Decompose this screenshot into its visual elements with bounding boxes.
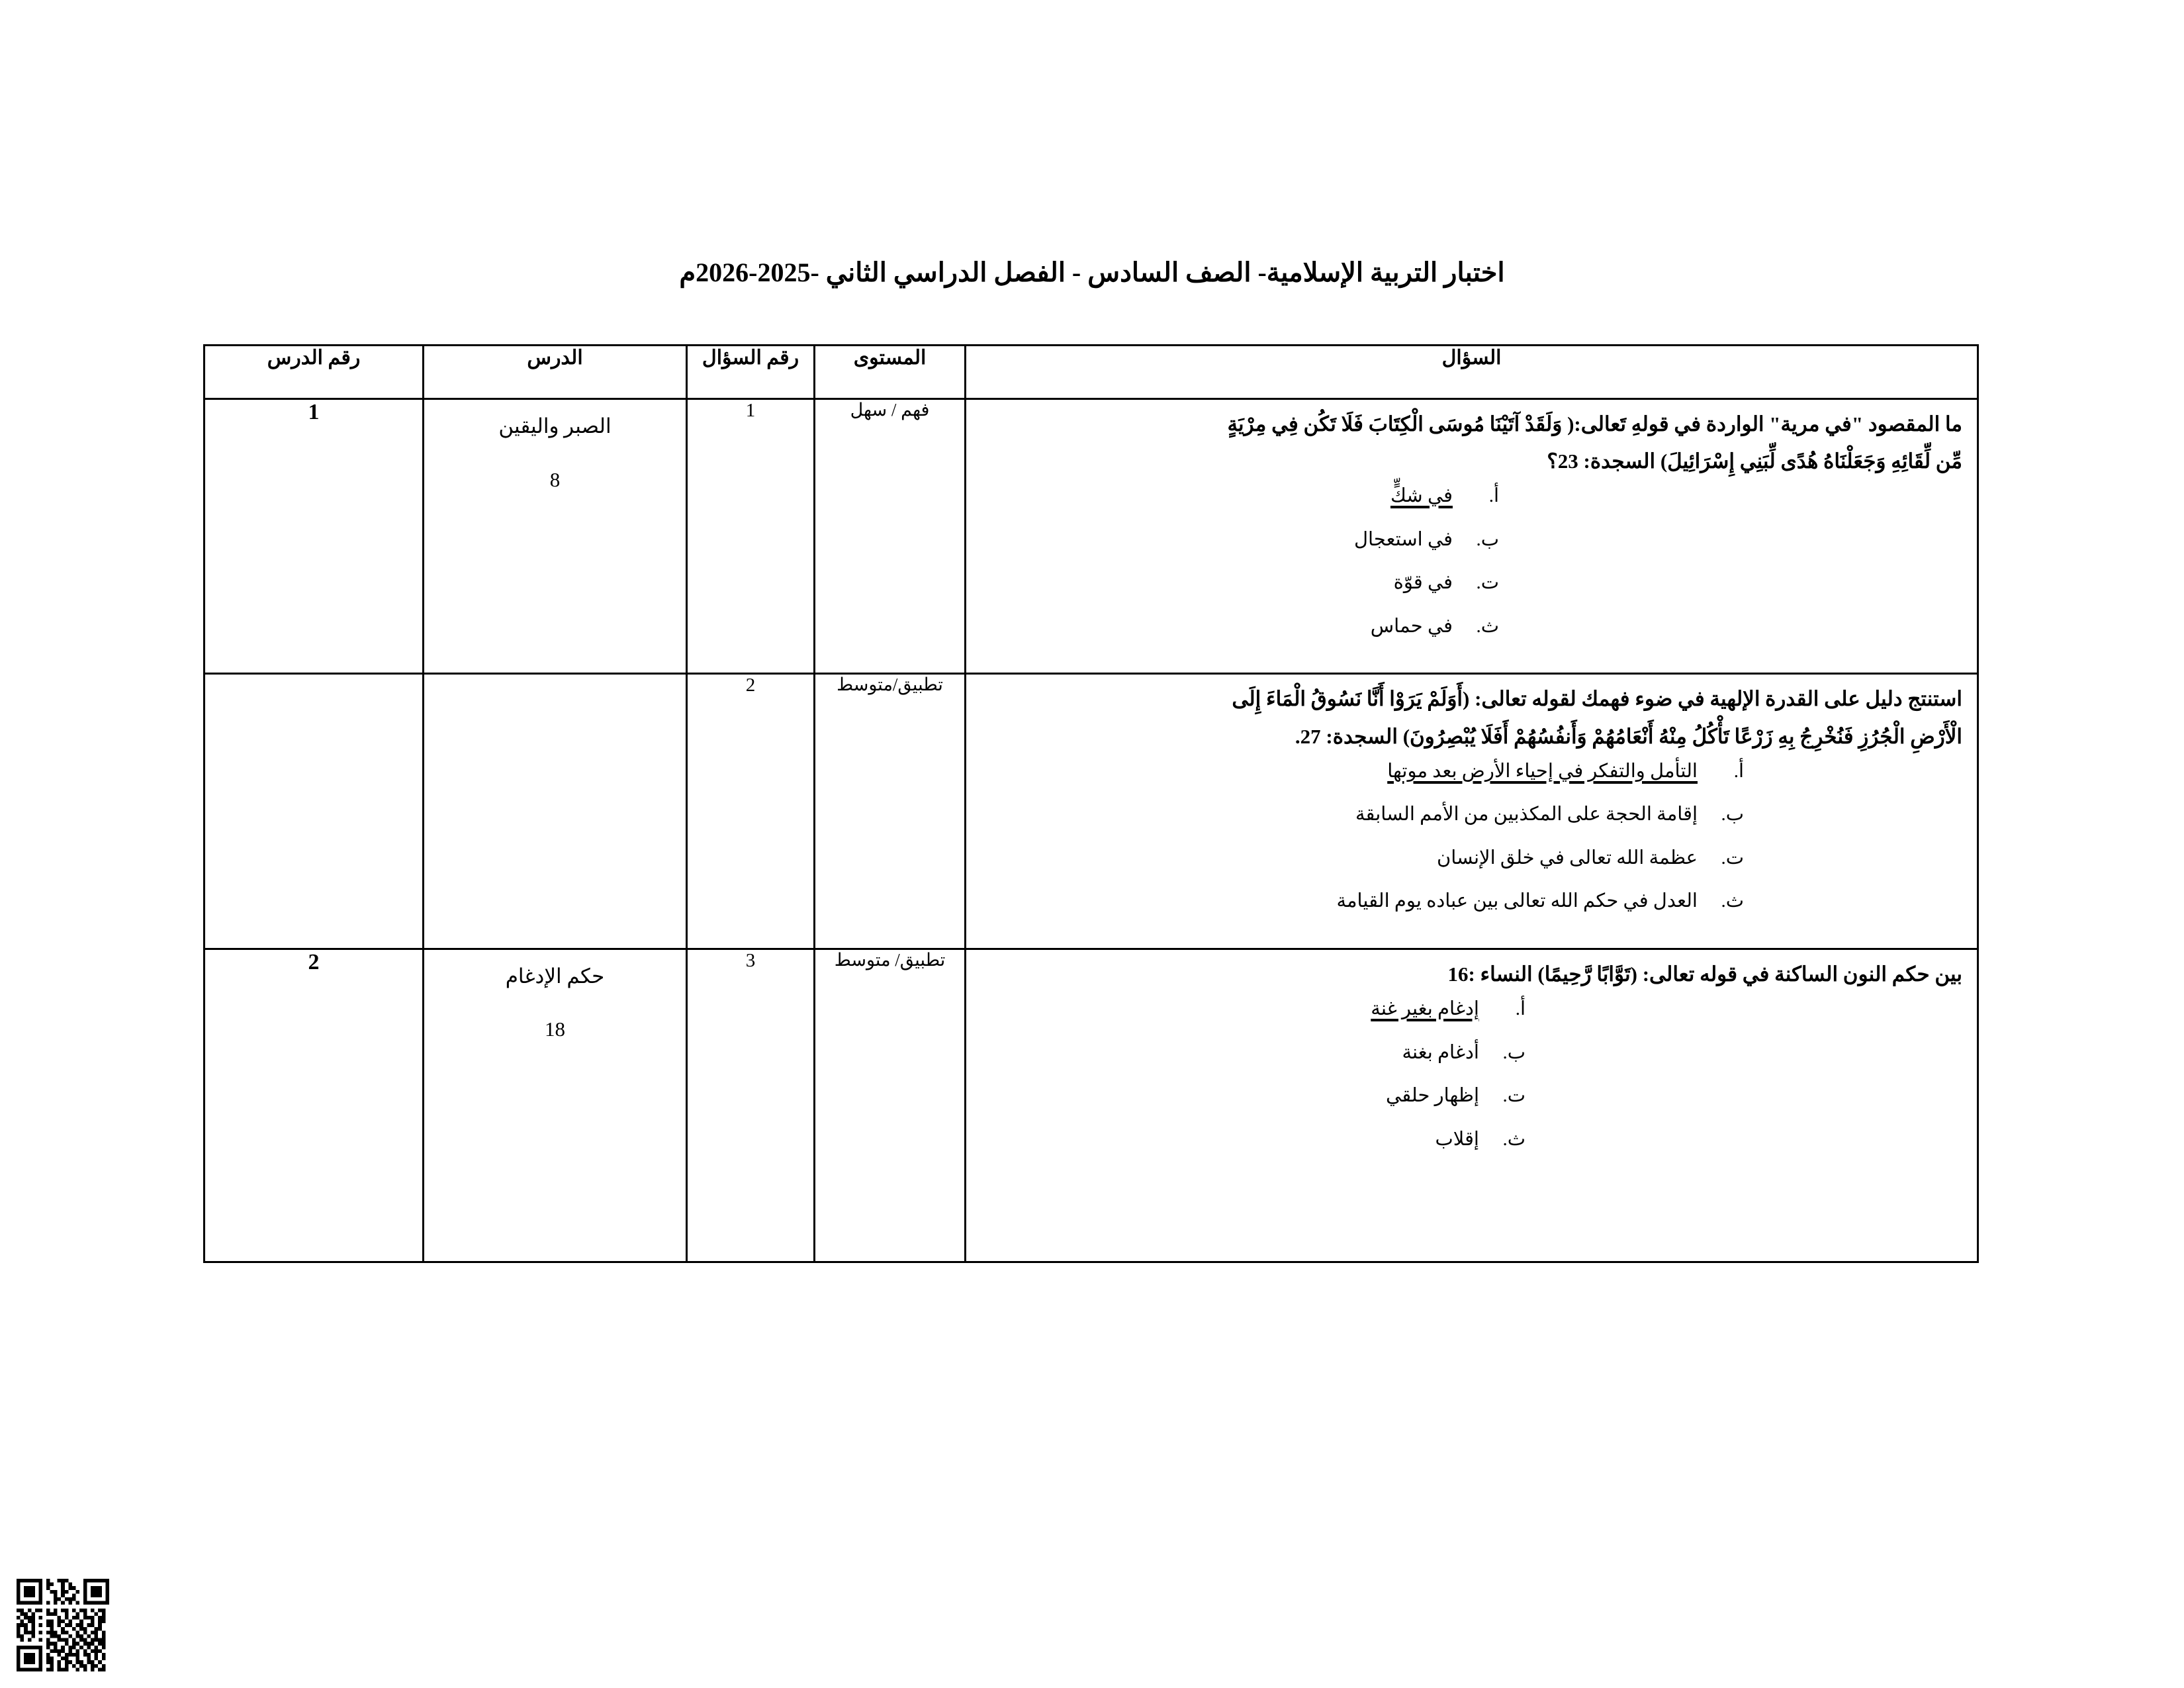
lesson-number-cell: 2: [205, 949, 424, 1262]
list-item[interactable]: [981, 757, 1962, 786]
option-text: أدغام بغنة: [1402, 1041, 1479, 1063]
column-header-level: المستوى: [815, 346, 966, 399]
list-item[interactable]: [981, 482, 1962, 511]
table-header: [205, 346, 1978, 399]
level-cell: تطبيق/ متوسط: [815, 949, 966, 1262]
option-marker: ب.: [1502, 1041, 1525, 1063]
option-marker: ب.: [1476, 528, 1499, 550]
level-cell: فهم / سهل: [815, 399, 966, 674]
option-text: عظمة الله تعالى في خلق الإنسان: [1436, 847, 1698, 868]
lesson-cell: [424, 399, 687, 674]
question-number-cell: 3: [687, 949, 815, 1262]
question-cell: [966, 399, 1978, 674]
question-number-cell: 1: [687, 399, 815, 674]
question-number-cell: 2: [687, 674, 815, 949]
option-text: إدغام بغير غنة: [1371, 998, 1479, 1020]
option-list: [981, 757, 1962, 916]
option-text: التأمل والتفكر في إحياء الأرض بعد موتها: [1387, 760, 1698, 782]
option-marker: ث.: [1502, 1128, 1525, 1150]
question-stem-line-2: مِّن لِّقَائِهِ وَجَعَلْنَاهُ هُدًى لِّبَنِي إِسْرَائِيلَ) السجدة: 23؟: [1547, 449, 1962, 473]
lesson-number-cell: 1: [205, 399, 424, 674]
lesson-page-number: 8: [549, 467, 561, 491]
list-item[interactable]: [981, 1125, 1962, 1154]
question-cell: [966, 949, 1978, 1262]
option-marker: أ.: [1733, 760, 1744, 782]
column-header-lesson-number: رقم الدرس: [205, 346, 424, 399]
option-list: [981, 995, 1962, 1154]
question-stem-line-2: الْأَرْضِ الْجُرُزِ فَنُخْرِجُ بِهِ زَرْعًا تَأْكُلُ مِنْهُ أَنْعَامُهُمْ وَأَنفُسُهُمْ أَفَلَا يُبْصِرُونَ) السجدة: 27.: [1295, 724, 1962, 748]
option-marker: أ.: [1515, 998, 1525, 1020]
option-marker: ب.: [1721, 804, 1744, 825]
option-text: في استعجال: [1353, 528, 1453, 550]
table-row: [205, 674, 1978, 949]
question-cell: [966, 674, 1978, 949]
option-text: في حماس: [1370, 615, 1453, 637]
table-header-row: [205, 346, 1978, 399]
option-text: إظهار حلقي: [1386, 1085, 1479, 1107]
question-stem-line-1: استنتج دليل على القدرة الإلهية في ضوء فهمك لقوله تعالى: (أَوَلَمْ يَرَوْا أَنَّا نَسُوقُ الْمَاءَ إِلَى: [1232, 687, 1962, 711]
option-text: إقامة الحجة على المكذبين من الأمم السابقة: [1355, 804, 1698, 825]
option-marker: أ.: [1488, 485, 1499, 507]
table-body: [205, 399, 1978, 1262]
option-text: في قوّة: [1393, 572, 1453, 594]
column-header-question-number: رقم السؤال: [687, 346, 815, 399]
column-header-question: السؤال: [966, 346, 1978, 399]
option-text: إقلاب: [1435, 1128, 1479, 1150]
question-stem-line-1: بين حكم النون الساكنة في قوله تعالى: (تَوَّابًا رَّحِيمًا) النساء :16: [1447, 962, 1962, 986]
list-item[interactable]: [981, 526, 1962, 555]
option-text: في شكٍّ: [1390, 485, 1453, 507]
list-item[interactable]: [981, 887, 1962, 916]
option-marker: ت.: [1476, 572, 1499, 594]
exam-table: [203, 344, 1979, 1263]
qr-code: [17, 1579, 109, 1671]
table-row: [205, 949, 1978, 1262]
lesson-page-number: 18: [545, 1017, 565, 1041]
question-stem-line-1: ما المقصود "في مرية" الواردة في قولهِ تَعالى:( وَلَقَدْ آتَيْنَا مُوسَى الْكِتَابَ فَلَا تَكُن فِي مِرْيَةٍ: [1227, 412, 1962, 436]
list-item[interactable]: [981, 995, 1962, 1024]
list-item[interactable]: [981, 1039, 1962, 1068]
lesson-cell: [424, 674, 687, 949]
list-item[interactable]: [981, 569, 1962, 598]
lesson-number-cell: [205, 674, 424, 949]
list-item[interactable]: [981, 1082, 1962, 1111]
lesson-name: الصبر واليقين: [498, 414, 612, 438]
lesson-name: حكم الإدغام: [505, 964, 605, 988]
option-text: العدل في حكم الله تعالى بين عباده يوم القيامة: [1336, 890, 1698, 912]
option-marker: ث.: [1476, 615, 1499, 637]
option-marker: ت.: [1721, 847, 1744, 868]
option-marker: ث.: [1721, 890, 1744, 912]
list-item[interactable]: [981, 844, 1962, 873]
option-marker: ت.: [1502, 1085, 1525, 1107]
option-list: [981, 482, 1962, 641]
lesson-cell: [424, 949, 687, 1262]
list-item[interactable]: [981, 612, 1962, 641]
column-header-lesson: الدرس: [424, 346, 687, 399]
level-cell: تطبيق/متوسط: [815, 674, 966, 949]
exam-table-container: [205, 344, 1979, 1263]
table-row: [205, 399, 1978, 674]
list-item[interactable]: [981, 800, 1962, 829]
page-title: اختبار التربية الإسلامية- الصف السادس - الفصل الدراسي الثاني -2025-2026م: [679, 258, 1505, 287]
